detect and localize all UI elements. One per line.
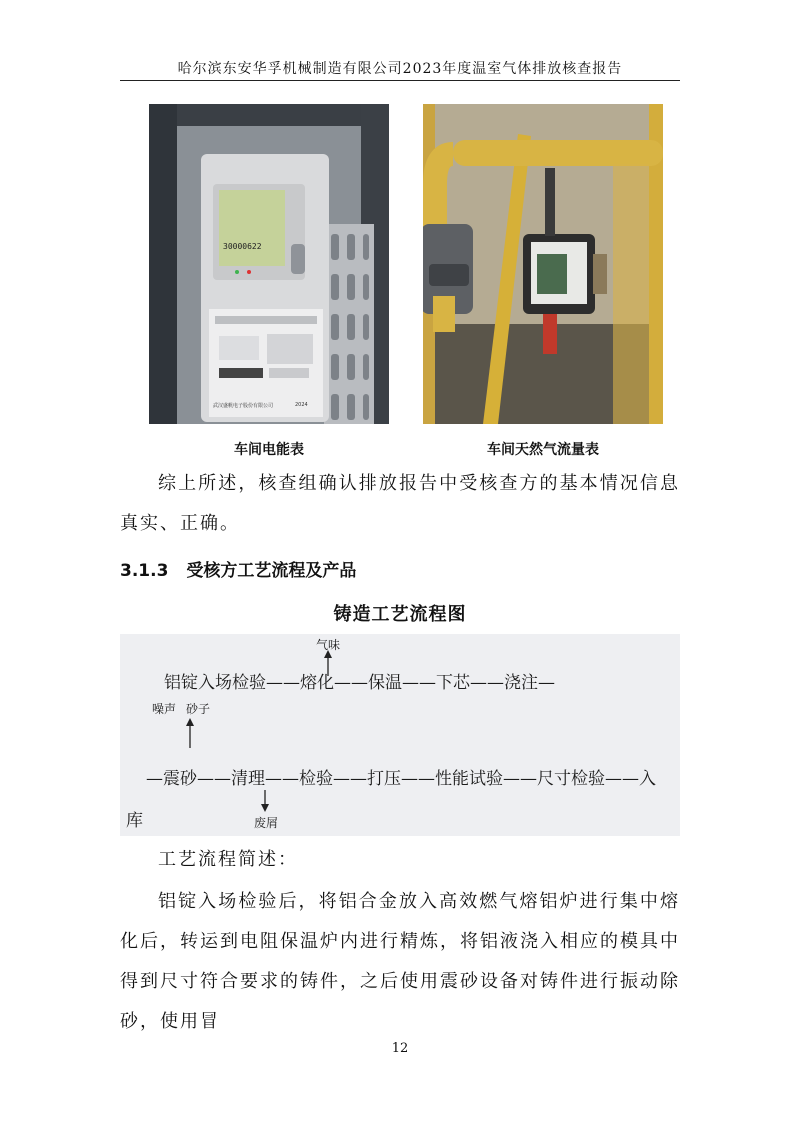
section-title: 受核方工艺流程及产品 [186, 561, 357, 581]
flow-description-paragraph: 铝锭入场检验后，将铝合金放入高效燃气熔铝炉进行集中熔化后，转运到电阻保温炉内进行精炼，将铝液浇入相应的模具中得到尺寸符合要求的铸件，之后使用震砂设备对铸件进行振动除砂，使用冒 [120, 891, 680, 1032]
page-header: 哈尔滨东安华孚机械制造有限公司2023年度温室气体排放核查报告 [177, 61, 623, 77]
gas-flow-meter-photo [423, 104, 663, 424]
flow-row-2: —震砂——清理——检验——打压——性能试验——尺寸检验——入 [146, 769, 656, 789]
meter-maker-label: 武汉盛帆电子股份有限公司 [213, 403, 274, 409]
page-number: 12 [391, 1041, 409, 1056]
flow-arrows [120, 634, 680, 836]
casting-flow-diagram [120, 634, 680, 836]
section-number: 3.1.3 [120, 561, 169, 581]
summary-paragraph: 综上所述，核查组确认排放报告中受核查方的基本情况信息真实、正确。 [120, 473, 680, 534]
gas-meter-caption: 车间天然气流量表 [487, 442, 599, 458]
meter-reading: 30000622 [223, 242, 262, 251]
waste-label: 废屑 [254, 816, 279, 830]
emission-gas-label: 气味 [316, 638, 341, 652]
figure-title: 铸造工艺流程图 [333, 604, 467, 625]
electric-meter-caption: 车间电能表 [234, 442, 304, 458]
section-heading [120, 556, 356, 581]
flow-row-1: 铝锭入场检验——熔化——保温——下芯——浇注— [164, 673, 555, 693]
header-rule [120, 80, 680, 81]
meter-year-label: 2024 [295, 402, 308, 408]
emission-sand-label: 砂子 [186, 702, 211, 716]
electric-meter-photo [149, 104, 389, 424]
emission-noise-label: 噪声 [152, 702, 177, 716]
flow-intro-paragraph: 工艺流程简述： [158, 849, 298, 870]
flow-row-3: 库 [126, 811, 143, 831]
